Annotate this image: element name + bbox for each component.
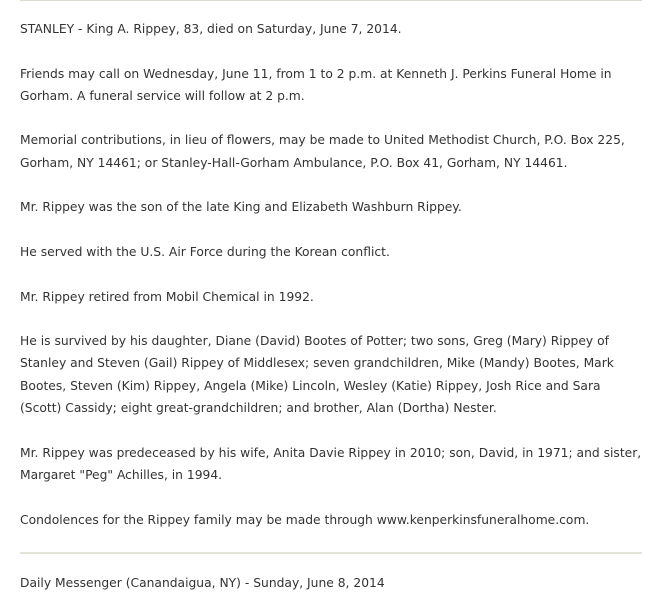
obituary-paragraph-condolences: Condolences for the Rippey family may be made through www.kenperkinsfuneralhome.com. — [20, 512, 590, 527]
top-divider — [20, 0, 642, 1]
obituary-paragraph-parents: Mr. Rippey was the son of the late King and Elizabeth Washburn Rippey. — [20, 200, 462, 215]
obituary-body — [20, 18, 645, 553]
obituary-paragraph-death: STANLEY - King A. Rippey, 83, died on Saturday, June 7, 2014. — [20, 22, 402, 36]
obituary-paragraph-survivors: He is survived by his daughter, Diane (David) Bootes of Potter; two sons, Greg (Mary) Rippey of Stanley and Steven (Gail) Rippey of Middlesex; seven grandchildren, Mike (Mandy) Bootes, Mark Bootes, Steven (Kim) Rippey, Angela (Mike) Lincoln, Wesley (Katie) Rippey, Josh Rice and Sara (Scott) Cassidy; eight great-grandchildren; and brother, Alan (Dortha) Nester. — [20, 334, 614, 416]
obituary-paragraph-retirement: Mr. Rippey retired from Mobil Chemical in 1992. — [20, 289, 314, 304]
obituary-paragraph-service: He served with the U.S. Air Force during the Korean conflict. — [20, 244, 390, 259]
obituary-paragraph-memorials: Memorial contributions, in lieu of flowers, may be made to United Methodist Church, P.O. Box 225, Gorham, NY 14461; or Stanley-Hall-Gorham Ambulance, P.O. Box 41, Gorham, NY 14461. — [20, 133, 625, 170]
obituary-paragraph-predeceased: Mr. Rippey was predeceased by his wife, Anita Davie Rippey in 2010; son, David, in 1971; and sister, Margaret "Peg" Achilles, in 1994. — [20, 445, 642, 482]
obituary-paragraph-visitation: Friends may call on Wednesday, June 11, from 1 to 2 p.m. at Kenneth J. Perkins Funeral Home in Gorham. A funeral service will follow at 2 p.m. — [20, 66, 612, 103]
publication-source: Daily Messenger (Canandaigua, NY) - Sunday, June 8, 2014 — [20, 576, 385, 590]
bottom-divider — [20, 552, 642, 554]
